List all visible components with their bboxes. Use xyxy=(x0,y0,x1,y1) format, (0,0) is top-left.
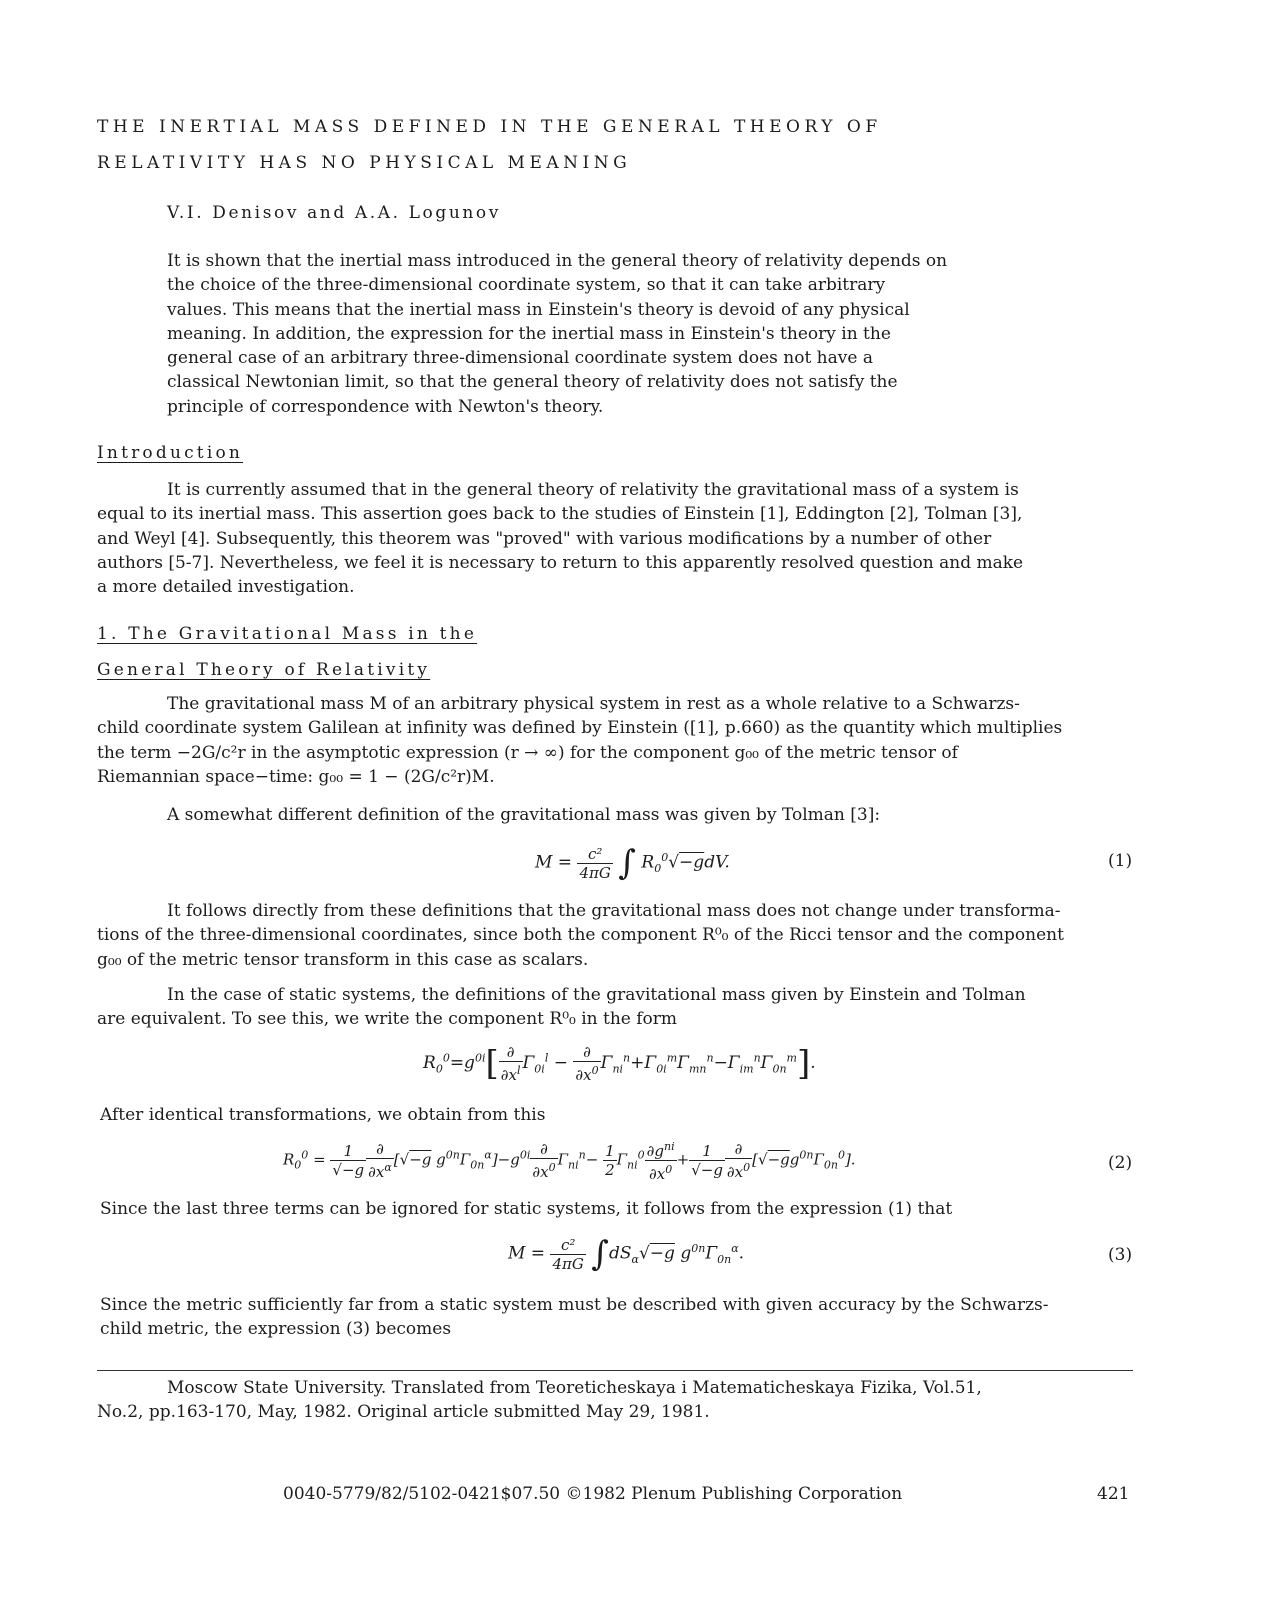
equation-2-number: (2) xyxy=(1108,1153,1133,1173)
abstract-line: the choice of the three-dimensional coordinate system, so that it can take arbitrary xyxy=(167,275,886,296)
section1-paragraph-5: After identical transformations, we obtain from this xyxy=(100,1105,546,1125)
intro-line: equal to its inertial mass. This assertion goes back to the studies of Einstein [1], Eddington [2], Tolman [3], xyxy=(97,504,1023,525)
footnote-rule xyxy=(97,1370,1133,1371)
footnote-line: No.2, pp.163-170, May, 1982. Original article submitted May 29, 1981. xyxy=(97,1402,710,1423)
abstract-line: classical Newtonian limit, so that the general theory of relativity does not satisfy the xyxy=(167,372,898,393)
intro-line: a more detailed investigation. xyxy=(97,577,355,598)
equation-3-number: (3) xyxy=(1108,1245,1133,1265)
intro-paragraph xyxy=(97,478,1023,599)
abstract-line: values. This means that the inertial mass in Einstein's theory is devoid of any physical xyxy=(167,299,910,320)
abstract-line: It is shown that the inertial mass introduced in the general theory of relativity depends on xyxy=(167,251,948,271)
abstract xyxy=(167,249,947,419)
section1-line: Since the metric sufficiently far from a static system must be described with given accuracy by the Schwarzs- xyxy=(100,1295,1049,1315)
intro-line: It is currently assumed that in the general theory of relativity the gravitational mass of a system is xyxy=(167,480,1019,500)
abstract-line: meaning. In addition, the expression for the inertial mass in Einstein's theory in the xyxy=(167,323,891,344)
section1-paragraph-3 xyxy=(97,899,1064,972)
equation-2: $R_0^0$ = $\frac{1}{√-g}$ $\frac{\partial}{\partial x^\alpha}$ [√−g $g^{0n}\Gamma_{0n}^\alpha]-g^{0i}$ $\frac{\partial}{\partial x^0}$ $\Gamma_{ni}^n-$ $\frac{1}{2}$ $\Gamma_{ni}^0$ $\frac{\partial g^{ni}}{\partial x^0}$ + $\frac{1}{√-g}$ $\frac{\partial}{\partial x^0}$ $[√-gg^{0n}\Gamma_{0n}^0]$. xyxy=(283,1140,856,1183)
section1-heading-line-2: General Theory of Relativity xyxy=(97,660,431,680)
equation-1: M = $\frac{\text{c²}}{4\pi G}$ ∫ $R_0^0√-gdV$. xyxy=(535,843,730,883)
section1-line: child coordinate system Galilean at infinity was defined by Einstein ([1], p.660) as the quantity which multiplies xyxy=(97,718,1063,739)
abstract-line: principle of correspondence with Newton's theory. xyxy=(167,396,604,417)
section1-line: g₀₀ of the metric tensor transform in this case as scalars. xyxy=(97,949,589,970)
abstract-line: general case of an arbitrary three-dimensional coordinate system does not have a xyxy=(167,348,873,369)
section1-paragraph-1 xyxy=(97,692,1062,789)
section1-line: Riemannian space−time: g₀₀ = 1 − (2G/c²r)M. xyxy=(97,766,495,787)
section1-paragraph-7 xyxy=(100,1293,1049,1342)
authors: V.I. Denisov and A.A. Logunov xyxy=(167,203,501,223)
section1-line: are equivalent. To see this, we write the component R⁰₀ in the form xyxy=(97,1009,678,1030)
title-line-2: RELATIVITY HAS NO PHYSICAL MEANING xyxy=(97,153,632,173)
title-line-1: THE INERTIAL MASS DEFINED IN THE GENERAL THEORY OF xyxy=(97,117,882,137)
section1-line: In the case of static systems, the definitions of the gravitational mass given by Einstein and Tolman xyxy=(167,985,1026,1005)
section1-line: It follows directly from these definitions that the gravitational mass does not change under transforma- xyxy=(167,901,1061,921)
intro-line: authors [5-7]. Nevertheless, we feel it is necessary to return to this apparently resolved question and make xyxy=(97,552,1024,573)
section1-heading-line-1: 1. The Gravitational Mass in the xyxy=(97,624,478,644)
footnote-line: Moscow State University. Translated from Teoreticheskaya i Matematicheskaya Fizika, Vol.51, xyxy=(167,1378,982,1398)
intro-line: and Weyl [4]. Subsequently, this theorem was "proved" with various modifications by a number of other xyxy=(97,528,992,549)
section1-paragraph-6: Since the last three terms can be ignored for static systems, it follows from the expression (1) that xyxy=(100,1199,953,1219)
section1-paragraph-4 xyxy=(97,983,1026,1032)
section1-line: tions of the three-dimensional coordinates, since both the component R⁰₀ of the Ricci tensor and the component xyxy=(97,925,1064,946)
section1-line: the term −2G/c²r in the asymptotic expression (r → ∞) for the component g₀₀ of the metric tensor of xyxy=(97,742,958,763)
section1-line: The gravitational mass M of an arbitrary physical system in rest as a whole relative to a Schwarzs- xyxy=(167,694,1020,714)
equation-3: M = $\frac{\text{c²}}{4\pi G}$ $\int dS_\alpha√-g$ $g^{0n}\Gamma_{0n}^\alpha$. xyxy=(508,1234,745,1274)
footnote xyxy=(97,1376,982,1425)
section1-line: child metric, the expression (3) becomes xyxy=(100,1319,452,1340)
page-number: 421 xyxy=(1097,1484,1130,1504)
section1-paragraph-2: A somewhat different definition of the gravitational mass was given by Tolman [3]: xyxy=(167,805,881,825)
publication-code: 0040-5779/82/5102-0421$07.50 ©1982 Plenum Publishing Corporation xyxy=(283,1484,903,1504)
equation-ricci-component: $R_0^0=g^{0i}$[ $\frac{\partial}{\partial x^l}$ $\Gamma_{0i}^l$ − $\frac{\partial}{\partial x^0}$ $\Gamma_{ni}^n+\Gamma_{0i}^m\Gamma_{mn}^n-\Gamma_{im}^n\Gamma_{0n}^m$]. xyxy=(423,1043,816,1084)
intro-heading: Introduction xyxy=(97,443,244,463)
equation-1-number: (1) xyxy=(1108,851,1133,871)
